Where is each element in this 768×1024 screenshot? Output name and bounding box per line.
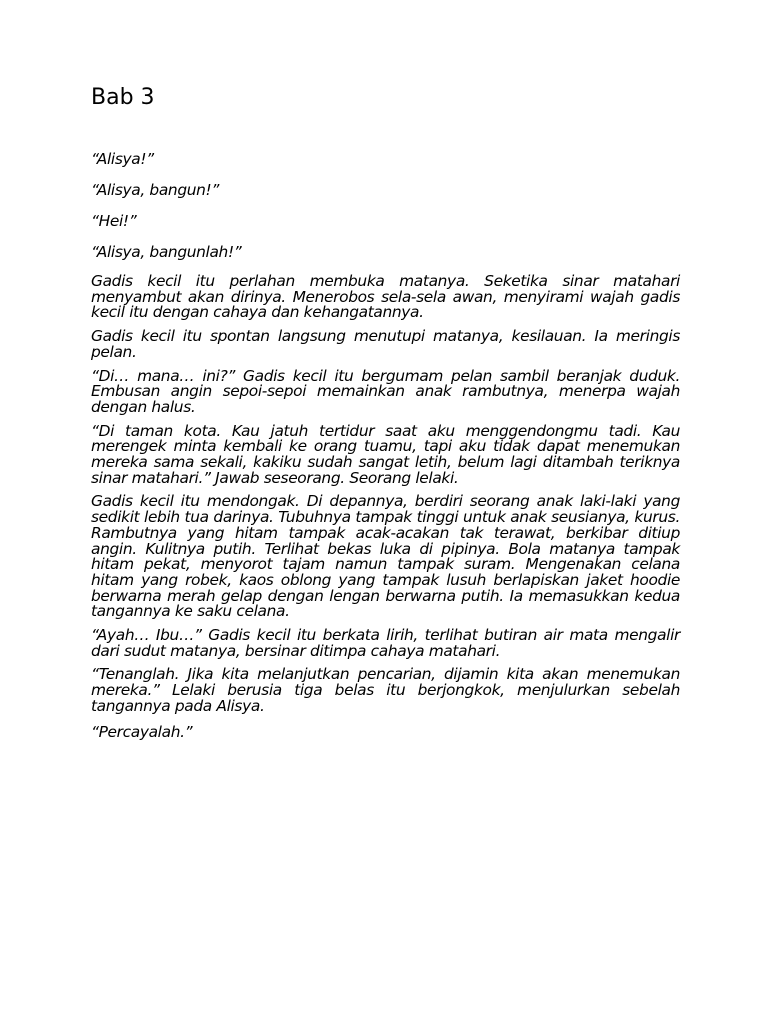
story-paragraph: Gadis kecil itu spontan langsung menutupi matanya, kesilauan. Ia meringis pelan. [91,327,680,361]
document-page [91,84,680,754]
story-paragraph: “Tenanglah. Jika kita melanjutkan pencarian, dijamin kita akan menemukan mereka.” Lelaki berusia tiga belas itu berjongkok, menjulurkan sebelah tangannya pada Alisya. [91,665,680,715]
story-paragraph: “Di… mana… ini?” Gadis kecil itu bergumam pelan sambil beranjak duduk. Embusan angin sepoi-sepoi memainkan anak rambutnya, menerpa wajah dengan halus. [91,366,680,416]
dialogue-line: “Percayalah.” [91,722,193,741]
dialogue-line: “Hei!” [91,212,137,230]
story-paragraph: “Di taman kota. Kau jatuh tertidur saat aku menggendongmu tadi. Kau merengek minta kembali ke orang tuamu, tapi aku tidak dapat menemukan mereka sama sekali, kakiku sudah sangat letih, belum lagi ditambah teriknya sinar matahari.” Jawab seseorang. Seorang lelaki. [91,421,680,487]
dialogue-line: “Alisya, bangun!” [91,181,219,199]
dialogue-line: “Alisya!” [91,150,154,168]
chapter-title: Bab 3 [91,85,155,110]
story-paragraph: Gadis kecil itu perlahan membuka matanya. Seketika sinar matahari menyambut akan dirinya. Menerobos sela-sela awan, menyirami wajah gadis kecil itu dengan cahaya dan kehangatannya. [91,272,680,322]
story-paragraph: Gadis kecil itu mendongak. Di depannya, berdiri seorang anak laki-laki yang sedikit lebih tua darinya. Tubuhnya tampak tinggi untuk anak seusianya, kurus. Rambutnya yang hitam tampak acak-acakan tak terawat, berkibar ditiup angin. Kulitnya putih. Terlihat bekas luka di pipinya. Bola matanya tampak hitam pekat, menyorot tajam namun tampak suram. Mengenakan celana hitam yang robek, kaos oblong yang tampak lusuh berlapiskan jaket hoodie berwarna merah gelap dengan lengan berwarna putih. Ia memasukkan kedua tangannya ke saku celana. [91,492,680,621]
story-paragraph: “Ayah… Ibu…” Gadis kecil itu berkata lirih, terlihat butiran air mata mengalir dari sudut matanya, bersinar ditimpa cahaya matahari. [91,626,680,660]
dialogue-line: “Alisya, bangunlah!” [91,243,242,261]
